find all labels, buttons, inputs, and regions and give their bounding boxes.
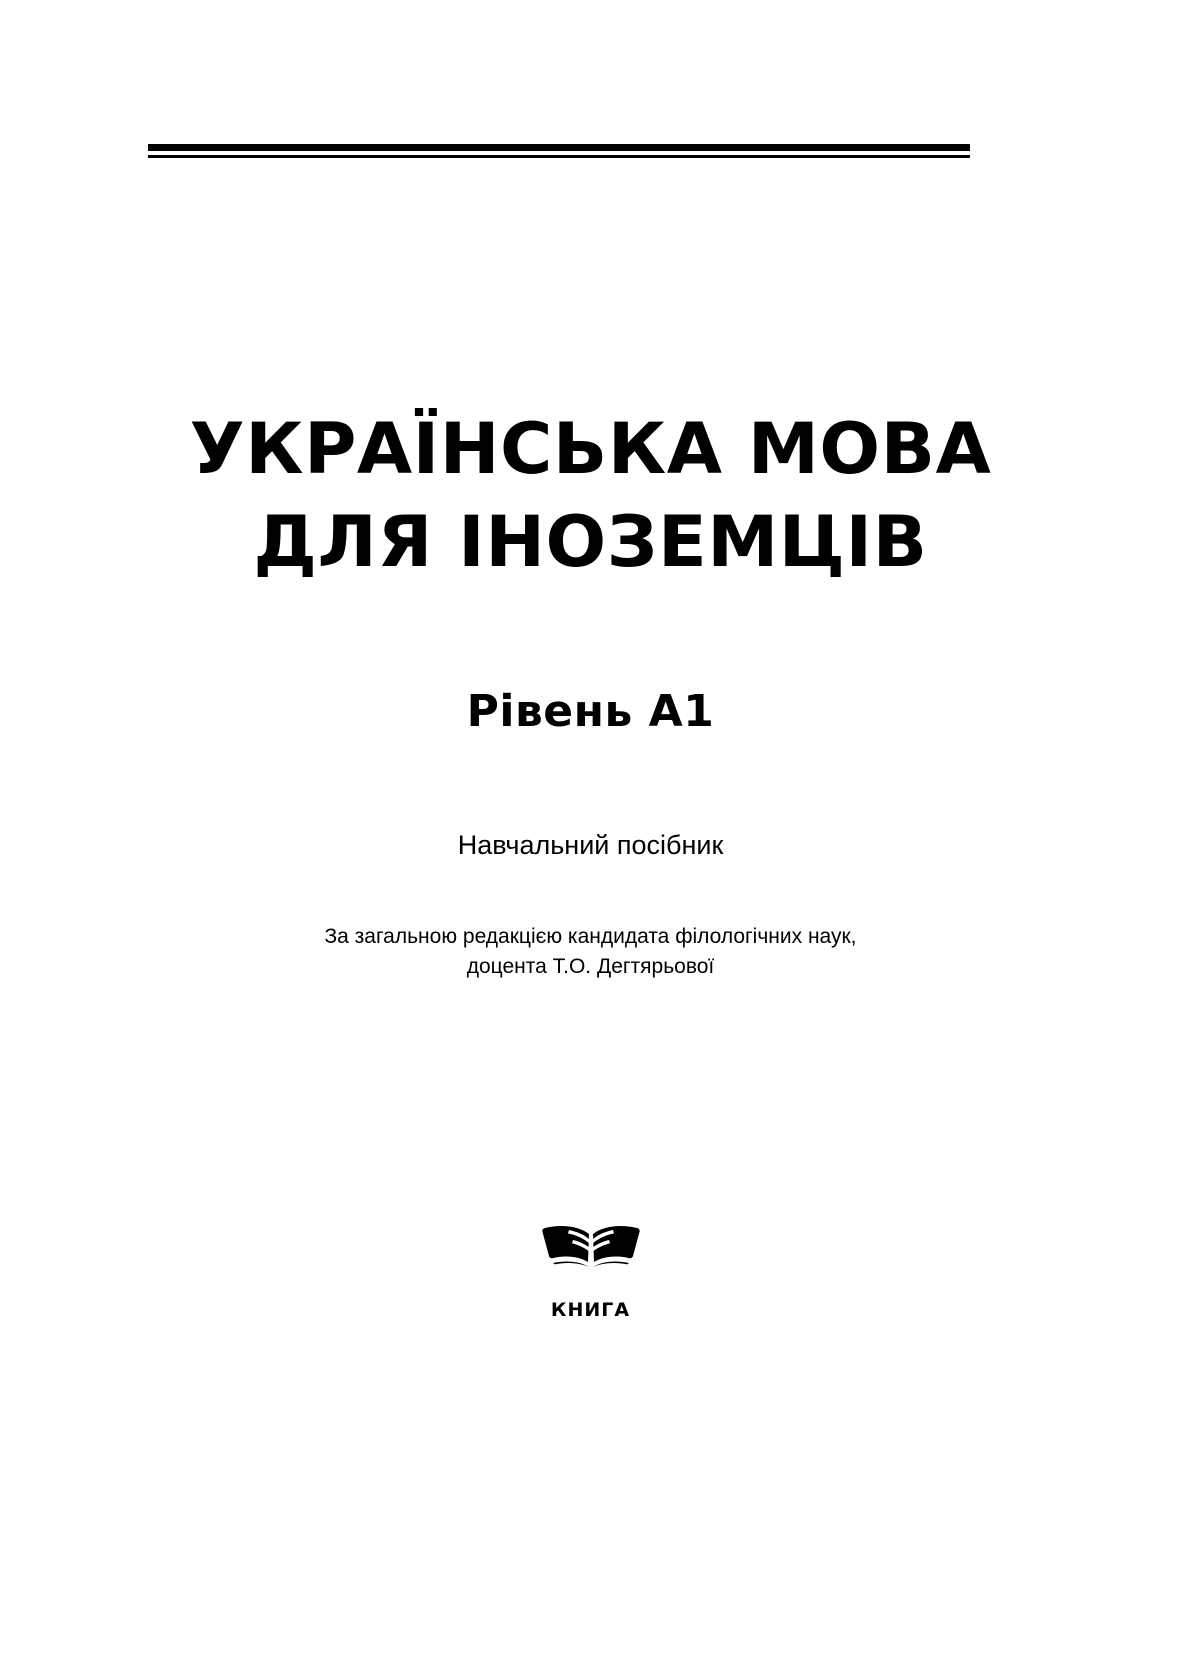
open-book-icon	[539, 1222, 643, 1278]
editorship-line-1: За загальною редакцією кандидата філологічних наук,	[324, 925, 857, 948]
level-subtitle: Рівень А1	[466, 686, 715, 737]
title-line-2: ДЛЯ ІНОЗЕМЦІВ	[253, 501, 928, 584]
page-title	[0, 408, 1181, 584]
publisher-arc-text	[0, 1276, 1181, 1298]
publisher-name: КНИГА	[550, 1299, 631, 1321]
rule-thin	[148, 155, 970, 158]
publisher-logo	[0, 1222, 1181, 1321]
editorship-block	[0, 922, 1181, 983]
title-line-1: УКРАЇНСЬКА МОВА	[189, 408, 992, 490]
header-double-rule	[148, 144, 970, 158]
publication-kind: Навчальний посібник	[457, 830, 724, 860]
rule-thick	[148, 144, 970, 151]
editorship-line-2: доцента Т.О. Дегтярьової	[466, 955, 715, 979]
